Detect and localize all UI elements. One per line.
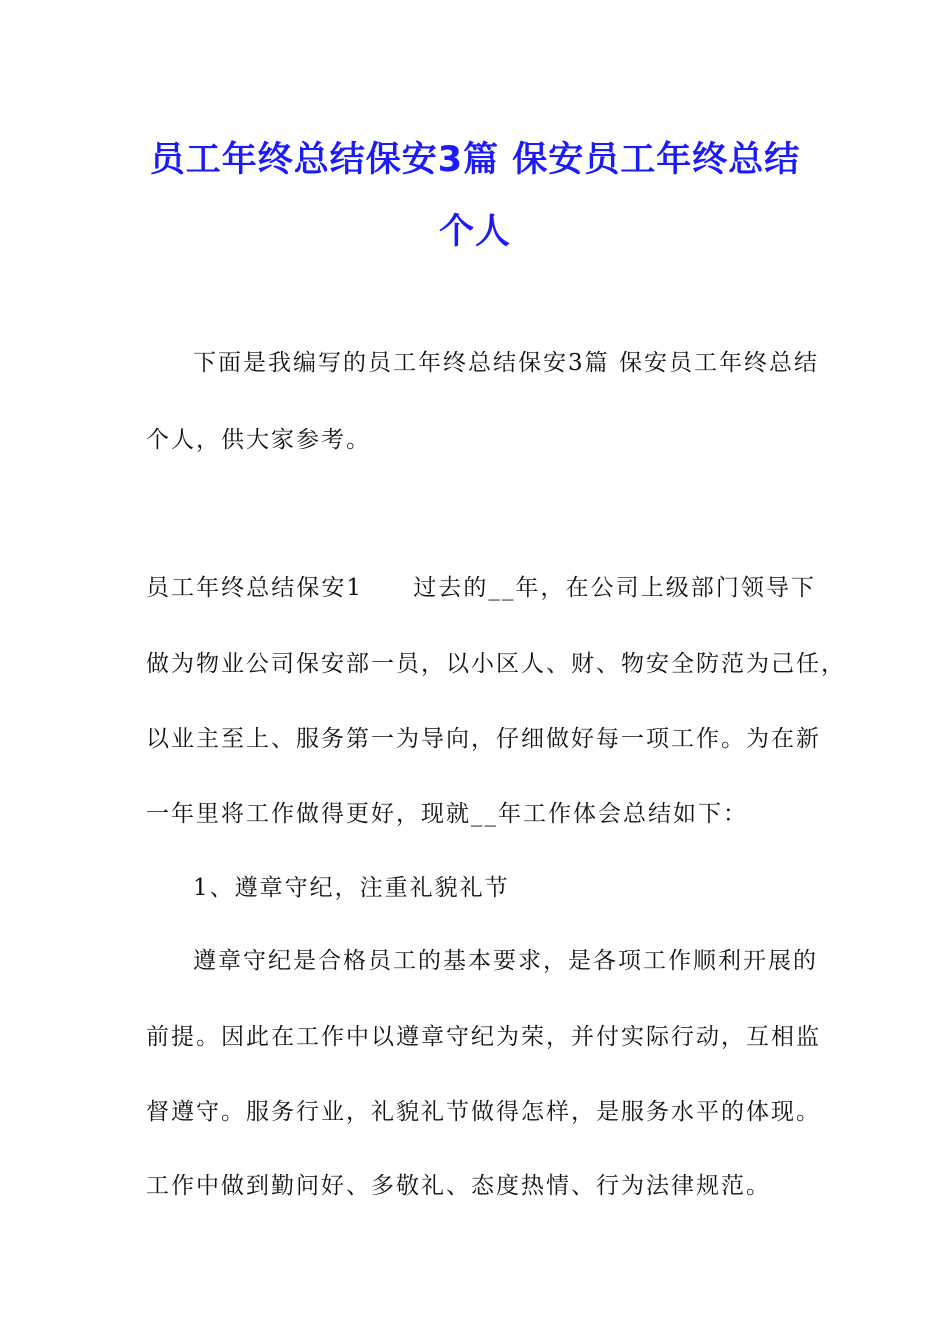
- paragraph-1-line-4: 工作中做到勤问好、多敬礼、态度热情、行为法律规范。: [146, 1173, 771, 1199]
- section-1-line-3: 以业主至上、服务第一为导向，仔细做好每一项工作。为在新: [146, 726, 821, 752]
- document-title-line-1: 员工年终总结保安3篇 保安员工年终总结: [149, 140, 801, 180]
- intro-line-2: 个人，供大家参考。: [146, 427, 371, 453]
- section-1-line-4: 一年里将工作做得更好，现就__年工作体会总结如下：: [146, 801, 748, 827]
- paragraph-1-line-2: 前提。因此在工作中以遵章守纪为荣，并付实际行动，互相监: [146, 1024, 821, 1050]
- heading-1: 1、遵章守纪，注重礼貌礼节: [193, 875, 510, 901]
- section-1-line-2: 做为物业公司保安部一员，以小区人、财、物安全防范为己任，: [146, 651, 846, 677]
- paragraph-1-line-1: 遵章守纪是合格员工的基本要求，是各项工作顺利开展的: [193, 948, 818, 974]
- paragraph-1-line-3: 督遵守。服务行业，礼貌礼节做得怎样，是服务水平的体现。: [146, 1099, 821, 1125]
- intro-line-1: 下面是我编写的员工年终总结保安3篇 保安员工年终总结: [193, 350, 819, 376]
- section-1-line-1: 员工年终总结保安1 过去的__年，在公司上级部门领导下: [146, 575, 816, 601]
- document-title-line-2: 个人: [438, 212, 511, 252]
